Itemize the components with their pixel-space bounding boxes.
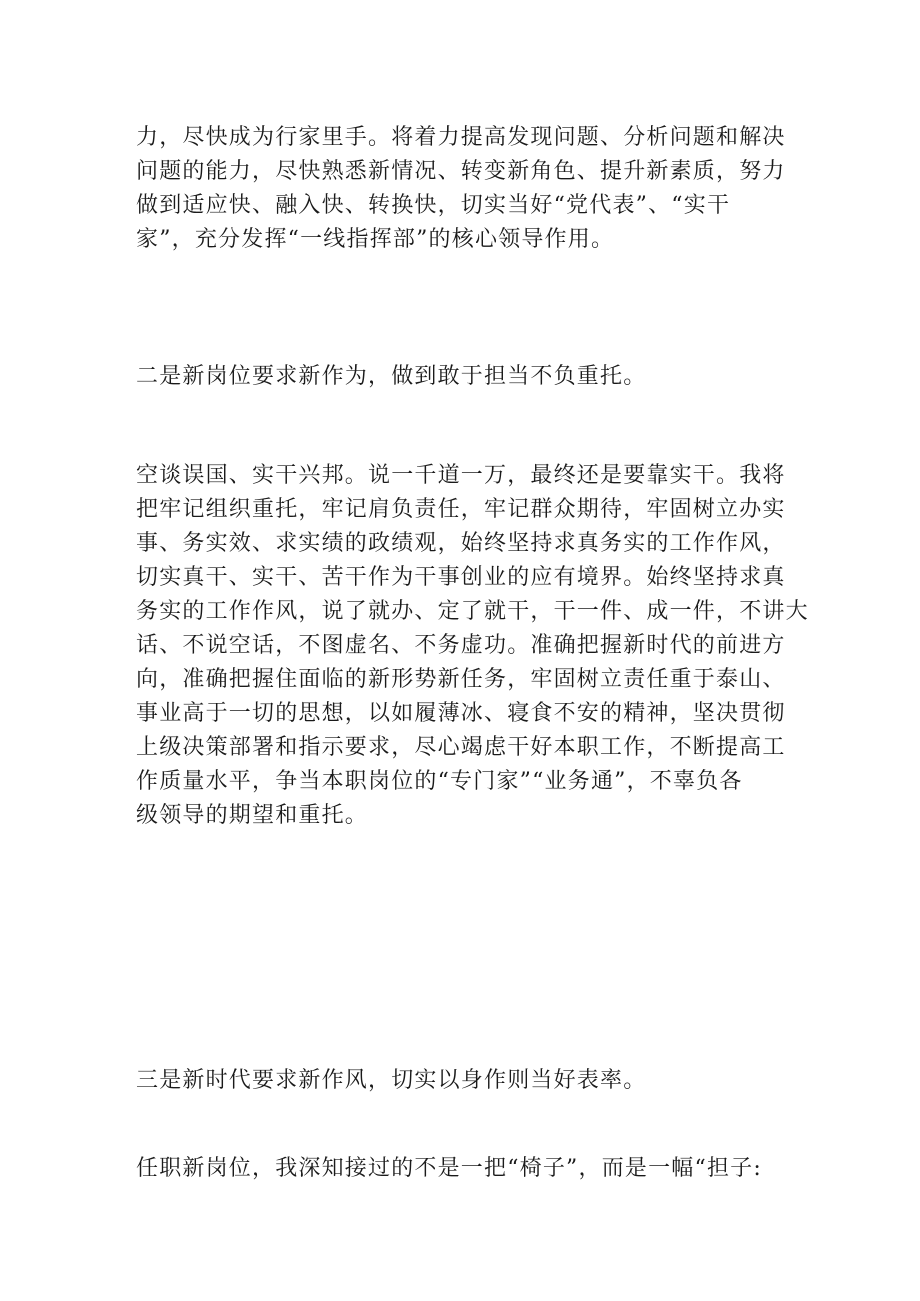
paragraph-line: 家”，充分发挥“一线指挥部”的核心领导作用。	[136, 227, 615, 252]
paragraph-line: 向，准确把握住面临的新形势新任务，牢固树立责任重于泰山、	[136, 667, 786, 692]
paragraph-line: 事、务实效、求实绩的政绩观，始终坚持求真务实的工作作风，	[136, 531, 786, 556]
paragraph-1	[136, 121, 796, 257]
section-heading-3	[136, 1064, 796, 1098]
heading-line: 二是新岗位要求新作为，做到敢于担当不负重托。	[136, 364, 647, 389]
paragraph-line: 任职新岗位，我深知接过的不是一把“椅子”，而是一幅“担子:	[136, 1156, 762, 1181]
paragraph-2	[136, 459, 809, 833]
section-heading-2	[136, 360, 796, 394]
paragraph-line: 做到适应快、融入快、转换快，切实当好“党代表”、“实干	[136, 193, 731, 218]
paragraph-line: 务实的工作作风，说了就办、定了就干，干一件、成一件，不讲大	[136, 599, 809, 624]
paragraph-line: 上级决策部署和指示要求，尽心竭虑干好本职工作，不断提高工	[136, 735, 786, 760]
paragraph-line: 把牢记组织重托，牢记肩负责任，牢记群众期待，牢固树立办实	[136, 497, 786, 522]
paragraph-line: 力，尽快成为行家里手。将着力提高发现问题、分析问题和解决	[136, 125, 786, 150]
paragraph-line: 问题的能力，尽快熟悉新情况、转变新角色、提升新素质，努力	[136, 159, 786, 184]
paragraph-line: 话、不说空话，不图虚名、不务虚功。准确把握新时代的前进方	[136, 633, 786, 658]
paragraph-line: 事业高于一切的思想，以如履薄冰、寝食不安的精神，坚决贯彻	[136, 701, 786, 726]
paragraph-line: 切实真干、实干、苦干作为干事创业的应有境界。始终坚持求真	[136, 565, 786, 590]
paragraph-line: 空谈误国、实干兴邦。说一千道一万，最终还是要靠实干。我将	[136, 463, 786, 488]
heading-line: 三是新时代要求新作风，切实以身作则当好表率。	[136, 1068, 647, 1093]
paragraph-line: 作质量水平，争当本职岗位的“专门家”“业务通”，不辜负各	[136, 769, 743, 794]
paragraph-line: 级领导的期望和重托。	[136, 803, 369, 828]
paragraph-3	[136, 1152, 796, 1186]
